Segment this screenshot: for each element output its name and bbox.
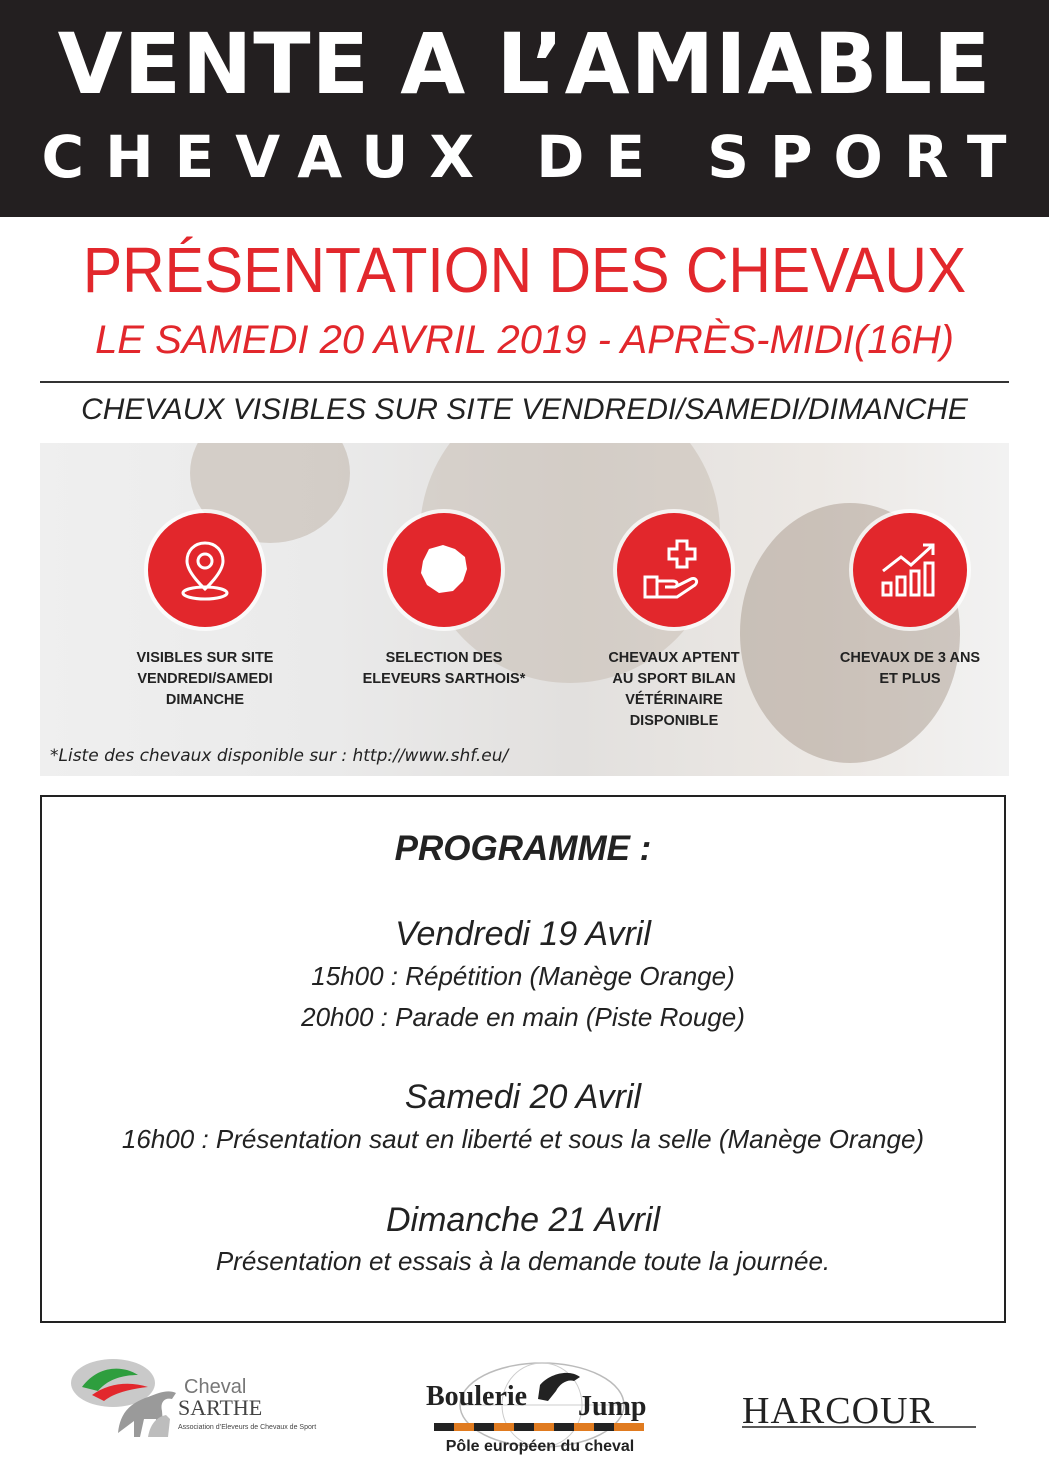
main-title: VENTE A L’AMIABLE — [57, 15, 992, 113]
header-banner — [0, 0, 1049, 217]
visibility-line: CHEVAUX VISIBLES SUR SITE VENDREDI/SAMEDI/DIMANCHE — [81, 393, 968, 426]
programme-item: 15h00 : Répétition (Manège Orange) — [311, 961, 735, 991]
sponsor-logos — [0, 1345, 1049, 1483]
programme-item: 20h00 : Parade en main (Piste Rouge) — [301, 1002, 745, 1032]
boulerie-jump-emblem — [420, 1355, 660, 1465]
logo-text: HARCOUR — [742, 1390, 935, 1432]
divider — [40, 381, 1009, 383]
logo-text: Cheval — [184, 1376, 247, 1398]
cheval-sarthe-emblem — [68, 1353, 358, 1453]
feature-visible — [105, 513, 305, 711]
logo-text: SARTHE — [178, 1395, 263, 1420]
feature-label: VISIBLES SUR SITE VENDREDI/SAMEDI DIMANCHE — [136, 650, 274, 708]
cheval-sarthe-logo — [68, 1353, 358, 1453]
presentation-date: LE SAMEDI 20 AVRIL 2019 - APRÈS-MIDI(16H) — [95, 318, 954, 362]
feature-veterinary — [574, 513, 774, 732]
growth-chart-icon — [875, 535, 945, 605]
day-heading: Vendredi 19 Avril — [395, 915, 651, 953]
programme-item: Présentation et essais à la demande toute la journée. — [215, 1246, 831, 1276]
programme-item: 16h00 : Présentation saut en liberté et sous la selle (Manège Orange) — [121, 1124, 925, 1154]
logo-text: Association d’Eleveurs de Chevaux de Sport — [178, 1424, 317, 1431]
sarthe-map-icon — [409, 535, 479, 605]
harcour-wordmark — [738, 1383, 988, 1443]
day-heading: Dimanche 21 Avril — [385, 1201, 660, 1239]
harcour-logo — [738, 1383, 988, 1443]
logo-text: Jump — [578, 1391, 647, 1422]
horse-photo-banner — [40, 443, 1009, 776]
footnote: *Liste des chevaux disponible sur : http://www.shf.eu/ — [50, 746, 509, 766]
presentation-title: PRÉSENTATION DES CHEVAUX — [82, 234, 967, 306]
feature-circle — [387, 513, 501, 627]
feature-circle — [853, 513, 967, 627]
feature-circle — [617, 513, 731, 627]
day-heading: Samedi 20 Avril — [404, 1078, 642, 1116]
location-pin-icon — [170, 535, 240, 605]
logo-text: Pôle européen du cheval — [445, 1438, 635, 1455]
feature-label: CHEVAUX DE 3 ANS ET PLUS — [839, 650, 981, 687]
feature-selection — [344, 513, 544, 690]
feature-label: CHEVAUX APTENT AU SPORT BILAN VÉTÉRINAIRE DISPONIBLE — [608, 650, 740, 729]
hand-health-icon — [639, 535, 709, 605]
programme-box — [40, 795, 1006, 1323]
logo-text: Boulerie — [426, 1381, 528, 1412]
feature-age — [810, 513, 1009, 690]
feature-circle — [148, 513, 262, 627]
boulerie-jump-logo — [420, 1355, 660, 1465]
feature-label: SELECTION DES ELEVEURS SARTHOIS* — [362, 650, 526, 687]
sub-title: CHEVAUX DE SPORT — [41, 123, 1028, 191]
programme-title: PROGRAMME : — [394, 829, 652, 868]
